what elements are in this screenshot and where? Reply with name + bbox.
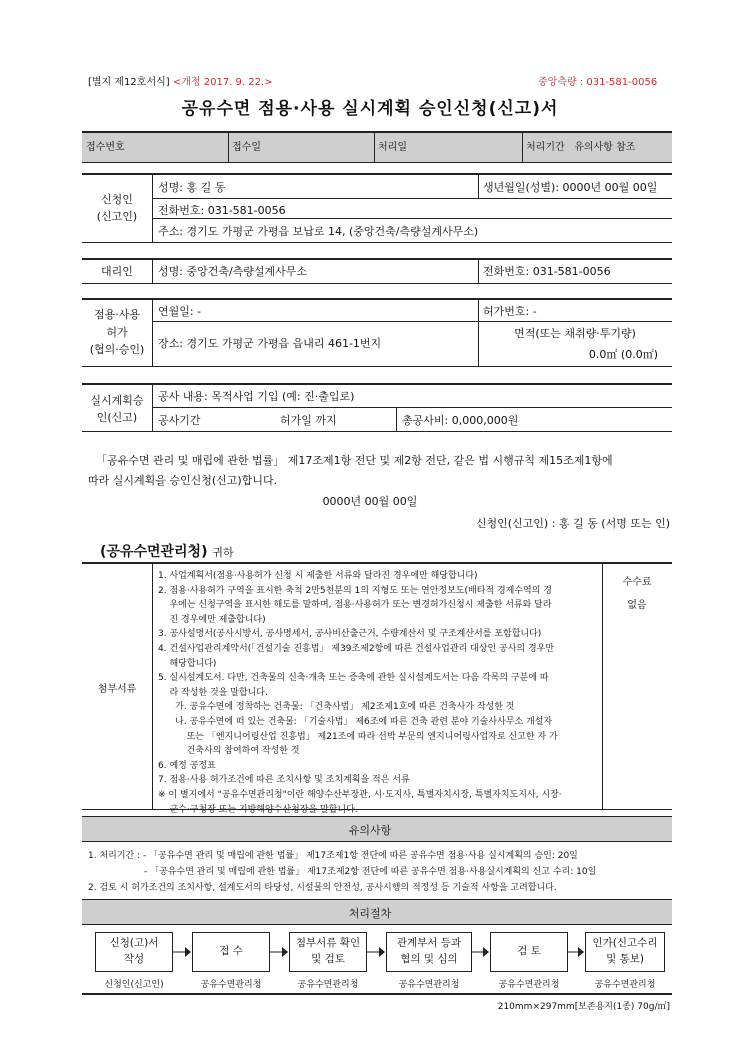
attachment-item: 3. 공사설명서(공사시방서, 공사명세서, 공사비산출근거, 수량계산서 및 구조계산서를 포함합니다)	[158, 629, 542, 640]
plan-period-label: 공사기간	[158, 414, 201, 427]
processing-date-label: 처리일	[378, 142, 407, 153]
attachment-item: 4. 건설사업관리계약서(「건설기술 진흥법」 제39조제2항에 따른 건설사업관리 대상인 공사의 경우만	[158, 643, 555, 654]
attachment-item: 해당합니다)	[158, 658, 217, 669]
applicant-label: 신청인 (신고인)	[96, 193, 138, 224]
plan-content: 공사 내용: 목적사업 기입 (예: 진·출입로)	[158, 390, 355, 403]
page-title: 공유수면 점용·사용 실시계획 승인신청(신고)서	[181, 99, 559, 119]
attachments-list	[158, 569, 598, 817]
applicant-birth: 생년월일(성별): 0000년 00월 00일	[483, 181, 658, 194]
procedure-actor-4: 공유수면관리청	[398, 980, 460, 990]
permit-number: 허가번호: -	[483, 305, 537, 318]
attachment-item: 군수·구청장 또는 지방해양수산청장을 말합니다.	[158, 804, 358, 815]
declaration-text-1: 「공유수면 관리 및 매립에 관한 법률」 제17조제1항 전단 및 제2항 전단, 같은 법 시행규칙 제15조제1항에	[96, 454, 613, 467]
permit-date: 연월일: -	[158, 305, 202, 318]
note-line-3: 2. 검토 시 허가조건의 조치사항, 설계도서의 타당성, 시설물의 안전성, 공사시행의 적정성 등 기술적 사항을 고려합니다.	[88, 883, 557, 893]
plan-total-cost: 총공사비: 0,000,000원	[402, 414, 519, 427]
permit-label: 점용·사용 허가 (협의·승인)	[89, 308, 145, 357]
receipt-number-label: 접수번호	[86, 142, 125, 153]
applicant-name: 성명: 홍 길 동	[158, 181, 226, 194]
permit-location: 장소: 경기도 가평군 가평읍 읍내리 461-1번지	[158, 337, 382, 350]
permit-area-value: 0.0㎡ (0.0㎡)	[588, 348, 658, 361]
fee-value: 없음	[627, 600, 647, 611]
contact-number: 중앙측량 : 031-581-0056	[538, 77, 658, 88]
agent-label: 대리인	[101, 265, 133, 278]
attachment-item: 6. 예정 공정표	[158, 760, 216, 771]
arrow-right-icon	[367, 945, 386, 959]
attachment-item: 1. 사업계획서(점용·사용허가 신청 시 제출한 서류와 달라진 경우에만 해당합니다)	[158, 571, 478, 581]
attachment-item: 라 작성한 것을 말합니다.	[158, 687, 268, 698]
applicant-signature: 신청인(신고인) : 홍 길 동 (서명 또는 인)	[475, 517, 670, 530]
arrow-right-icon	[472, 945, 490, 959]
note-line-2: - 「공유수면 관리 및 매립에 관한 법률」 제17조제2항 전단에 따른 공유수면 점용·사용실시계획의 신고 수리: 10일	[144, 867, 597, 877]
procedure-actor-2: 공유수면관리청	[200, 980, 262, 990]
arrow-right-icon	[568, 945, 585, 959]
attachment-item: ※ 이 별지에서 "공유수면관리청"이란 해양수산부장관, 시·도지사, 특별자치시장, 특별자치도지사, 시장·	[158, 789, 562, 800]
attachment-item: 또는 「엔지니어링산업 진흥법」 제21조에 따라 선박 부문의 엔지니어링사업자로 신고한 자 가	[158, 731, 558, 742]
procedure-step-3: 첨부서류 확인 및 검토	[289, 932, 367, 972]
procedure-step-1: 신청(고)서 작성	[95, 932, 173, 972]
paper-spec: 210mm×297mm[보존용지(1종) 70g/㎡]	[497, 1002, 670, 1012]
attachment-item: 가. 공유수면에 정착하는 건축물: 「건축사법」 제2조제1호에 따른 건축사가 작성한 것	[158, 702, 515, 713]
attachment-item: 진 경우에만 제출합니다)	[158, 614, 266, 625]
declaration-date: 0000년 00월 00일	[322, 495, 418, 508]
attachment-item: 건축사의 참여하여 작성한 것	[158, 746, 300, 757]
procedure-step-5: 검 토	[490, 932, 568, 972]
receipt-date-label: 접수일	[232, 142, 261, 153]
applicant-phone: 전화번호: 031-581-0056	[158, 204, 286, 217]
fee-label: 수수료	[622, 577, 652, 588]
attachment-item: 7. 점용·사용 허가조건에 따른 조치사항 및 조치계획을 적은 서류	[158, 775, 410, 786]
procedure-step-2: 접 수	[192, 932, 270, 972]
attachments-label: 첨부서류	[97, 684, 137, 695]
applicant-address: 주소: 경기도 가평군 가평읍 보납로 14, (중앙건축/측량설계사무소)	[158, 225, 479, 238]
declaration-text-2: 따라 실시계획을 승인신청(신고)합니다.	[88, 474, 278, 487]
arrow-right-icon	[173, 945, 192, 959]
form-number: [별지 제12호서식] <개정 2017. 9. 22.>	[88, 77, 273, 88]
procedure-actor-3: 공유수면관리청	[297, 980, 359, 990]
agent-phone: 전화번호: 031-581-0056	[483, 265, 611, 278]
recipient: (공유수면관리청) 귀하	[100, 544, 234, 560]
attachment-item: 2. 점용·사용허가 구역을 표시한 축척 2만5천분의 1의 지형도 또는 연안정보도(배타적 경제수역의 경	[158, 585, 552, 596]
processing-period: 처리기간 유의사항 참조	[526, 142, 636, 153]
procedure-actor-5: 공유수면관리청	[498, 980, 560, 990]
note-line-1: 1. 처리기간 : - 「공유수면 관리 및 매립에 관한 법률」 제17조제1항 전단에 따른 공유수면 점용·사용 실시계획의 승인: 20일	[88, 851, 578, 861]
plan-period-value: 허가일 까지	[280, 414, 337, 427]
procedure-step-6: 인가(신고수리 및 통보)	[585, 932, 665, 972]
agent-name: 성명: 중앙건축/측량설계사무소	[158, 265, 308, 278]
procedure-title: 처리절차	[348, 907, 392, 920]
notes-title: 유의사항	[348, 824, 392, 837]
attachment-item: 5. 실시설계도서. 다만, 건축물의 신축·개축 또는 증축에 관한 실시설계도서는 다음 각목의 구분에 따	[158, 673, 549, 684]
procedure-actor-6: 공유수면관리청	[594, 980, 656, 990]
arrow-right-icon	[270, 945, 289, 959]
attachment-item: 나. 공유수면에 떠 있는 건축물: 「기술사법」 제6조에 따른 건축 관련 분야 기술사사무소 개설자	[158, 716, 553, 727]
procedure-step-4: 관계부서 등과 협의 및 심의	[386, 932, 472, 972]
attachment-item: 우에는 신청구역을 표시한 해도를 말하며, 점용·사용허가 또는 변경허가신청시 제출한 서류와 달라	[158, 600, 552, 611]
plan-label: 실시계획승 인(신고)	[90, 394, 144, 425]
permit-area-label: 면적(또는 채취량·투기량)	[514, 327, 636, 340]
procedure-actor-1: 신청인(신고인)	[104, 980, 164, 990]
